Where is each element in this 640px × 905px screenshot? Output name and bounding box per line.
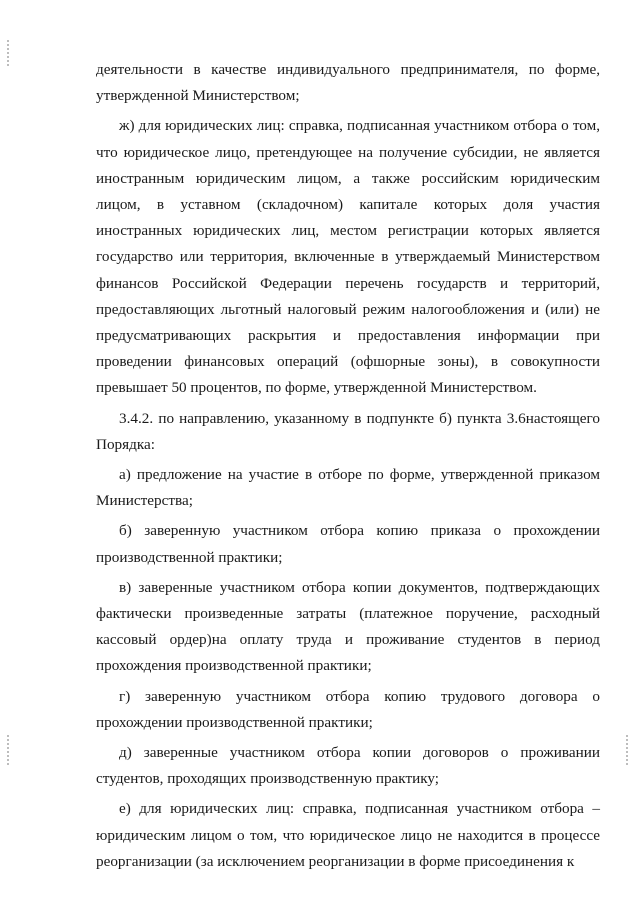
paragraph-item-zh: ж) для юридических лиц: справка, подписанная участником отбора о том, что юридическое лицо, претендующее на получение субсидии, не является иностранным юридическим лицом, а также российским юридическим лицом, в уставном (складочном) капитале которых доля участия иностранных юридических лиц, местом регистрации которых является государство или территория, включенные в утверждаемый Министерством финансов Российской Федерации перечень государств и территорий, предоставляющих льготный налоговый режим налогообложения и (или) не предусматривающих раскрытия и предоставления информации при проведении финансовых операций (офшорные зоны), в совокупности превышает 50 процентов, по форме, утвержденной Министерством. <box>96 117 600 397</box>
paragraph-item-a: а) предложение на участие в отборе по форме, утвержденной приказом Министерства; <box>96 466 600 510</box>
paragraph-item-e: е) для юридических лиц: справка, подписанная участником отбора – юридическим лицом о том, что юридическое лицо не находится в процессе реорганизации (за исключением реорганизации в форме присоединения к <box>96 800 600 870</box>
paragraph-continuation: деятельности в качестве индивидуального предпринимателя, по форме, утвержденной Министерством; <box>96 61 600 105</box>
paragraph-item-v: в) заверенные участником отбора копии документов, подтверждающих фактически произведенные затраты (платежное поручение, расходный кассовый ордер)на оплату труда и проживание студентов в период прохождения производственной практики; <box>96 578 600 675</box>
scan-margin-mark-right <box>626 735 628 765</box>
scan-margin-mark-left-top <box>7 40 9 68</box>
paragraph-item-d: д) заверенные участником отбора копии договоров о проживании студентов, проходящих производственную практику; <box>96 744 600 788</box>
paragraph-item-g: г) заверенную участником отбора копию трудового договора о прохождении производственной практики; <box>96 687 600 731</box>
paragraph-3-4-2: 3.4.2. по направлению, указанному в подпункте б) пункта 3.6настоящего Порядка: <box>96 409 600 453</box>
document-body <box>96 57 600 879</box>
paragraph-item-b: б) заверенную участником отбора копию приказа о прохождении производственной практики; <box>96 522 600 566</box>
scan-margin-mark-left-bottom <box>7 735 9 765</box>
